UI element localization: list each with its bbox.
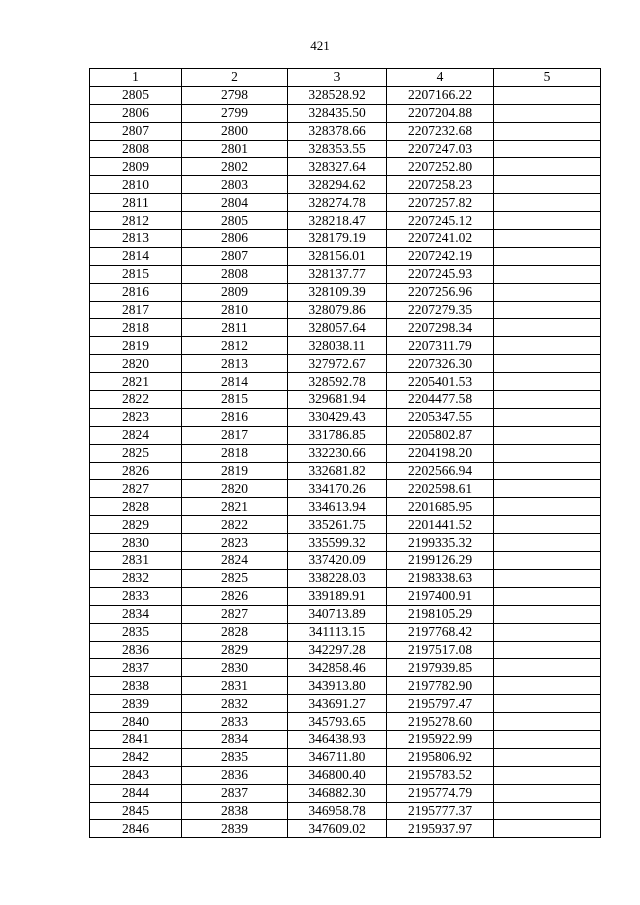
table-cell: 2207298.34	[387, 319, 494, 337]
table-row	[90, 86, 601, 104]
table-cell: 328079.86	[288, 301, 387, 319]
table-row	[90, 408, 601, 426]
table-cell: 2845	[90, 802, 182, 820]
table-cell: 2811	[182, 319, 288, 337]
table-cell	[494, 641, 601, 659]
table-cell: 328353.55	[288, 140, 387, 158]
table-cell: 346711.80	[288, 748, 387, 766]
table-cell: 2832	[182, 695, 288, 713]
table-cell: 342858.46	[288, 659, 387, 677]
table-cell: 328038.11	[288, 337, 387, 355]
table-row	[90, 766, 601, 784]
table-cell: 2839	[90, 695, 182, 713]
table-cell: 2807	[182, 247, 288, 265]
column-header: 2	[182, 69, 288, 87]
table-row	[90, 552, 601, 570]
table-cell: 2816	[182, 408, 288, 426]
table-cell: 2804	[182, 194, 288, 212]
table-cell: 2846	[90, 820, 182, 838]
table-cell	[494, 337, 601, 355]
table-cell	[494, 355, 601, 373]
table-cell: 2805	[182, 212, 288, 230]
table-cell: 2207204.88	[387, 104, 494, 122]
table-cell: 2205347.55	[387, 408, 494, 426]
table-header	[90, 69, 601, 87]
table-cell: 2207311.79	[387, 337, 494, 355]
table-cell: 2816	[90, 283, 182, 301]
table-cell: 328592.78	[288, 373, 387, 391]
table-row	[90, 337, 601, 355]
table-row	[90, 444, 601, 462]
table-cell: 2199335.32	[387, 534, 494, 552]
header-row	[90, 69, 601, 87]
table-cell: 2833	[182, 713, 288, 731]
table-body	[90, 86, 601, 837]
table-cell: 335261.75	[288, 516, 387, 534]
table-cell: 328327.64	[288, 158, 387, 176]
table-cell: 2195937.97	[387, 820, 494, 838]
table-row	[90, 820, 601, 838]
table-cell	[494, 158, 601, 176]
table-cell: 328057.64	[288, 319, 387, 337]
table-row	[90, 140, 601, 158]
table-row	[90, 176, 601, 194]
table-row	[90, 158, 601, 176]
table-cell	[494, 659, 601, 677]
table-cell: 2824	[90, 426, 182, 444]
table-row	[90, 319, 601, 337]
table-cell	[494, 301, 601, 319]
table-cell	[494, 319, 601, 337]
table-cell: 2837	[90, 659, 182, 677]
table-cell	[494, 820, 601, 838]
table-cell: 2823	[90, 408, 182, 426]
table-cell: 328378.66	[288, 122, 387, 140]
table-cell: 2832	[90, 569, 182, 587]
table-cell: 341113.15	[288, 623, 387, 641]
table-cell: 2828	[90, 498, 182, 516]
table-cell	[494, 104, 601, 122]
table-row	[90, 462, 601, 480]
table-cell: 2820	[90, 355, 182, 373]
table-cell: 2826	[182, 587, 288, 605]
table-cell	[494, 730, 601, 748]
table-cell	[494, 373, 601, 391]
table-cell: 2195278.60	[387, 713, 494, 731]
table-row	[90, 283, 601, 301]
table-row	[90, 301, 601, 319]
table-row	[90, 784, 601, 802]
table-cell: 2821	[90, 373, 182, 391]
table-cell: 2835	[90, 623, 182, 641]
table-row	[90, 373, 601, 391]
table-row	[90, 748, 601, 766]
table-cell: 328218.47	[288, 212, 387, 230]
table-cell: 2199126.29	[387, 552, 494, 570]
table-cell: 2204198.20	[387, 444, 494, 462]
table-row	[90, 498, 601, 516]
table-row	[90, 391, 601, 409]
table-cell: 329681.94	[288, 391, 387, 409]
table-cell: 328274.78	[288, 194, 387, 212]
table-cell	[494, 498, 601, 516]
table-cell: 328294.62	[288, 176, 387, 194]
table-cell	[494, 802, 601, 820]
table-row	[90, 230, 601, 248]
table-cell	[494, 766, 601, 784]
column-header: 5	[494, 69, 601, 87]
table-cell: 2207257.82	[387, 194, 494, 212]
table-cell: 334613.94	[288, 498, 387, 516]
table-cell: 2814	[182, 373, 288, 391]
table-cell: 2207241.02	[387, 230, 494, 248]
table-cell: 2811	[90, 194, 182, 212]
table-cell	[494, 480, 601, 498]
table-cell: 2812	[182, 337, 288, 355]
table-cell	[494, 140, 601, 158]
table-cell	[494, 552, 601, 570]
table-cell: 2833	[90, 587, 182, 605]
table-cell: 2838	[90, 677, 182, 695]
table-cell: 2809	[182, 283, 288, 301]
table-cell	[494, 212, 601, 230]
table-cell: 2800	[182, 122, 288, 140]
table-cell: 2827	[90, 480, 182, 498]
table-cell: 2207232.68	[387, 122, 494, 140]
table-cell: 2835	[182, 748, 288, 766]
table-cell: 2201685.95	[387, 498, 494, 516]
table-cell: 2195774.79	[387, 784, 494, 802]
table-cell: 2801	[182, 140, 288, 158]
table-cell: 2198105.29	[387, 605, 494, 623]
table-cell: 2838	[182, 802, 288, 820]
table-cell: 346438.93	[288, 730, 387, 748]
table-row	[90, 802, 601, 820]
table-cell	[494, 462, 601, 480]
table-cell: 2207256.96	[387, 283, 494, 301]
table-cell: 2834	[90, 605, 182, 623]
table-row	[90, 265, 601, 283]
table-row	[90, 480, 601, 498]
table-cell: 2825	[90, 444, 182, 462]
table-cell: 2810	[182, 301, 288, 319]
table-cell	[494, 677, 601, 695]
page-number: 421	[310, 38, 330, 53]
table-cell: 2197400.91	[387, 587, 494, 605]
table-row	[90, 659, 601, 677]
table-cell: 2810	[90, 176, 182, 194]
table-cell: 2822	[182, 516, 288, 534]
table-cell: 2195797.47	[387, 695, 494, 713]
table-cell: 346958.78	[288, 802, 387, 820]
table-row	[90, 713, 601, 731]
table-cell: 347609.02	[288, 820, 387, 838]
table-cell: 345793.65	[288, 713, 387, 731]
table-cell: 2207245.12	[387, 212, 494, 230]
table-cell: 2802	[182, 158, 288, 176]
table-cell: 2823	[182, 534, 288, 552]
table-row	[90, 516, 601, 534]
table-cell: 2820	[182, 480, 288, 498]
table-row	[90, 641, 601, 659]
table-cell: 2826	[90, 462, 182, 480]
table-cell: 346882.30	[288, 784, 387, 802]
table-cell: 328156.01	[288, 247, 387, 265]
column-header: 3	[288, 69, 387, 87]
table-cell: 335599.32	[288, 534, 387, 552]
table-cell: 2799	[182, 104, 288, 122]
table-cell: 2818	[90, 319, 182, 337]
table-cell: 332681.82	[288, 462, 387, 480]
table-row	[90, 104, 601, 122]
table-cell: 2198338.63	[387, 569, 494, 587]
table-cell: 328179.19	[288, 230, 387, 248]
table-cell: 2808	[90, 140, 182, 158]
table-cell	[494, 784, 601, 802]
table-cell: 2819	[182, 462, 288, 480]
table-cell: 2197782.90	[387, 677, 494, 695]
table-cell	[494, 426, 601, 444]
table-cell: 2205802.87	[387, 426, 494, 444]
table-cell: 2844	[90, 784, 182, 802]
table-cell: 2805	[90, 86, 182, 104]
column-header: 4	[387, 69, 494, 87]
table-cell: 2824	[182, 552, 288, 570]
table-cell: 2809	[90, 158, 182, 176]
table-cell: 2807	[90, 122, 182, 140]
table-cell: 2204477.58	[387, 391, 494, 409]
table-cell	[494, 444, 601, 462]
table-cell: 2829	[182, 641, 288, 659]
table-cell: 2207166.22	[387, 86, 494, 104]
table-cell	[494, 247, 601, 265]
table-cell: 2822	[90, 391, 182, 409]
table-cell: 2813	[90, 230, 182, 248]
table-cell: 2819	[90, 337, 182, 355]
table-cell: 2803	[182, 176, 288, 194]
table-cell	[494, 534, 601, 552]
table-row	[90, 695, 601, 713]
table-cell	[494, 230, 601, 248]
table-cell: 332230.66	[288, 444, 387, 462]
table-row	[90, 426, 601, 444]
table-cell: 2821	[182, 498, 288, 516]
table-row	[90, 587, 601, 605]
table-cell	[494, 176, 601, 194]
table-cell: 2841	[90, 730, 182, 748]
table-cell: 2812	[90, 212, 182, 230]
table-cell: 2195806.92	[387, 748, 494, 766]
table-cell: 2828	[182, 623, 288, 641]
table-cell: 2205401.53	[387, 373, 494, 391]
table-row	[90, 122, 601, 140]
table-cell: 2207279.35	[387, 301, 494, 319]
table-cell: 328109.39	[288, 283, 387, 301]
table-cell: 2836	[90, 641, 182, 659]
table-cell: 339189.91	[288, 587, 387, 605]
table-cell	[494, 122, 601, 140]
table-cell: 2843	[90, 766, 182, 784]
table-cell: 340713.89	[288, 605, 387, 623]
table-cell	[494, 194, 601, 212]
table-cell: 343913.80	[288, 677, 387, 695]
table-cell: 2836	[182, 766, 288, 784]
table-cell: 328137.77	[288, 265, 387, 283]
table-cell	[494, 516, 601, 534]
table-cell: 2195777.37	[387, 802, 494, 820]
table-cell: 2842	[90, 748, 182, 766]
table-cell	[494, 569, 601, 587]
table-cell: 2207242.19	[387, 247, 494, 265]
table-cell: 2839	[182, 820, 288, 838]
table-row	[90, 605, 601, 623]
table-cell: 2798	[182, 86, 288, 104]
table-row	[90, 194, 601, 212]
table-cell	[494, 86, 601, 104]
table-cell: 2830	[90, 534, 182, 552]
table-row	[90, 212, 601, 230]
table-cell: 337420.09	[288, 552, 387, 570]
table-cell: 327972.67	[288, 355, 387, 373]
table-cell: 2808	[182, 265, 288, 283]
table-cell: 2197939.85	[387, 659, 494, 677]
table-cell	[494, 587, 601, 605]
table-row	[90, 569, 601, 587]
table-cell: 2830	[182, 659, 288, 677]
table-cell: 2834	[182, 730, 288, 748]
table-cell: 2202598.61	[387, 480, 494, 498]
table-cell: 343691.27	[288, 695, 387, 713]
table-cell	[494, 391, 601, 409]
table-cell	[494, 695, 601, 713]
table-row	[90, 247, 601, 265]
table-cell: 2831	[182, 677, 288, 695]
table-cell	[494, 748, 601, 766]
table-cell: 2207326.30	[387, 355, 494, 373]
table-cell: 2815	[182, 391, 288, 409]
table-cell: 2831	[90, 552, 182, 570]
table-cell: 2202566.94	[387, 462, 494, 480]
table-row	[90, 355, 601, 373]
table-cell: 2207252.80	[387, 158, 494, 176]
table-cell: 2837	[182, 784, 288, 802]
table-cell: 2814	[90, 247, 182, 265]
table-cell: 2825	[182, 569, 288, 587]
table-cell: 2829	[90, 516, 182, 534]
table-cell: 338228.03	[288, 569, 387, 587]
table-cell: 2207258.23	[387, 176, 494, 194]
table-cell: 330429.43	[288, 408, 387, 426]
table-cell: 2840	[90, 713, 182, 731]
table-cell: 2813	[182, 355, 288, 373]
table-row	[90, 534, 601, 552]
table-cell: 2806	[182, 230, 288, 248]
table-cell: 328528.92	[288, 86, 387, 104]
table-cell	[494, 283, 601, 301]
table-cell: 2201441.52	[387, 516, 494, 534]
table-cell: 2207247.03	[387, 140, 494, 158]
table-cell: 2195783.52	[387, 766, 494, 784]
table-cell: 2817	[182, 426, 288, 444]
table-row	[90, 623, 601, 641]
table-cell: 2827	[182, 605, 288, 623]
table-cell: 2817	[90, 301, 182, 319]
table-cell	[494, 265, 601, 283]
table-cell: 334170.26	[288, 480, 387, 498]
column-header: 1	[90, 69, 182, 87]
table-cell: 2815	[90, 265, 182, 283]
table-cell: 328435.50	[288, 104, 387, 122]
table-cell: 2818	[182, 444, 288, 462]
table-cell: 2806	[90, 104, 182, 122]
table-cell: 2197517.08	[387, 641, 494, 659]
table-cell	[494, 408, 601, 426]
table-cell: 2195922.99	[387, 730, 494, 748]
table-cell: 346800.40	[288, 766, 387, 784]
table-cell	[494, 713, 601, 731]
table-cell	[494, 623, 601, 641]
table-cell: 2207245.93	[387, 265, 494, 283]
table-cell: 342297.28	[288, 641, 387, 659]
table-cell	[494, 605, 601, 623]
coordinates-table	[89, 68, 601, 838]
table-row	[90, 677, 601, 695]
table-cell: 2197768.42	[387, 623, 494, 641]
table-row	[90, 730, 601, 748]
table-cell: 331786.85	[288, 426, 387, 444]
